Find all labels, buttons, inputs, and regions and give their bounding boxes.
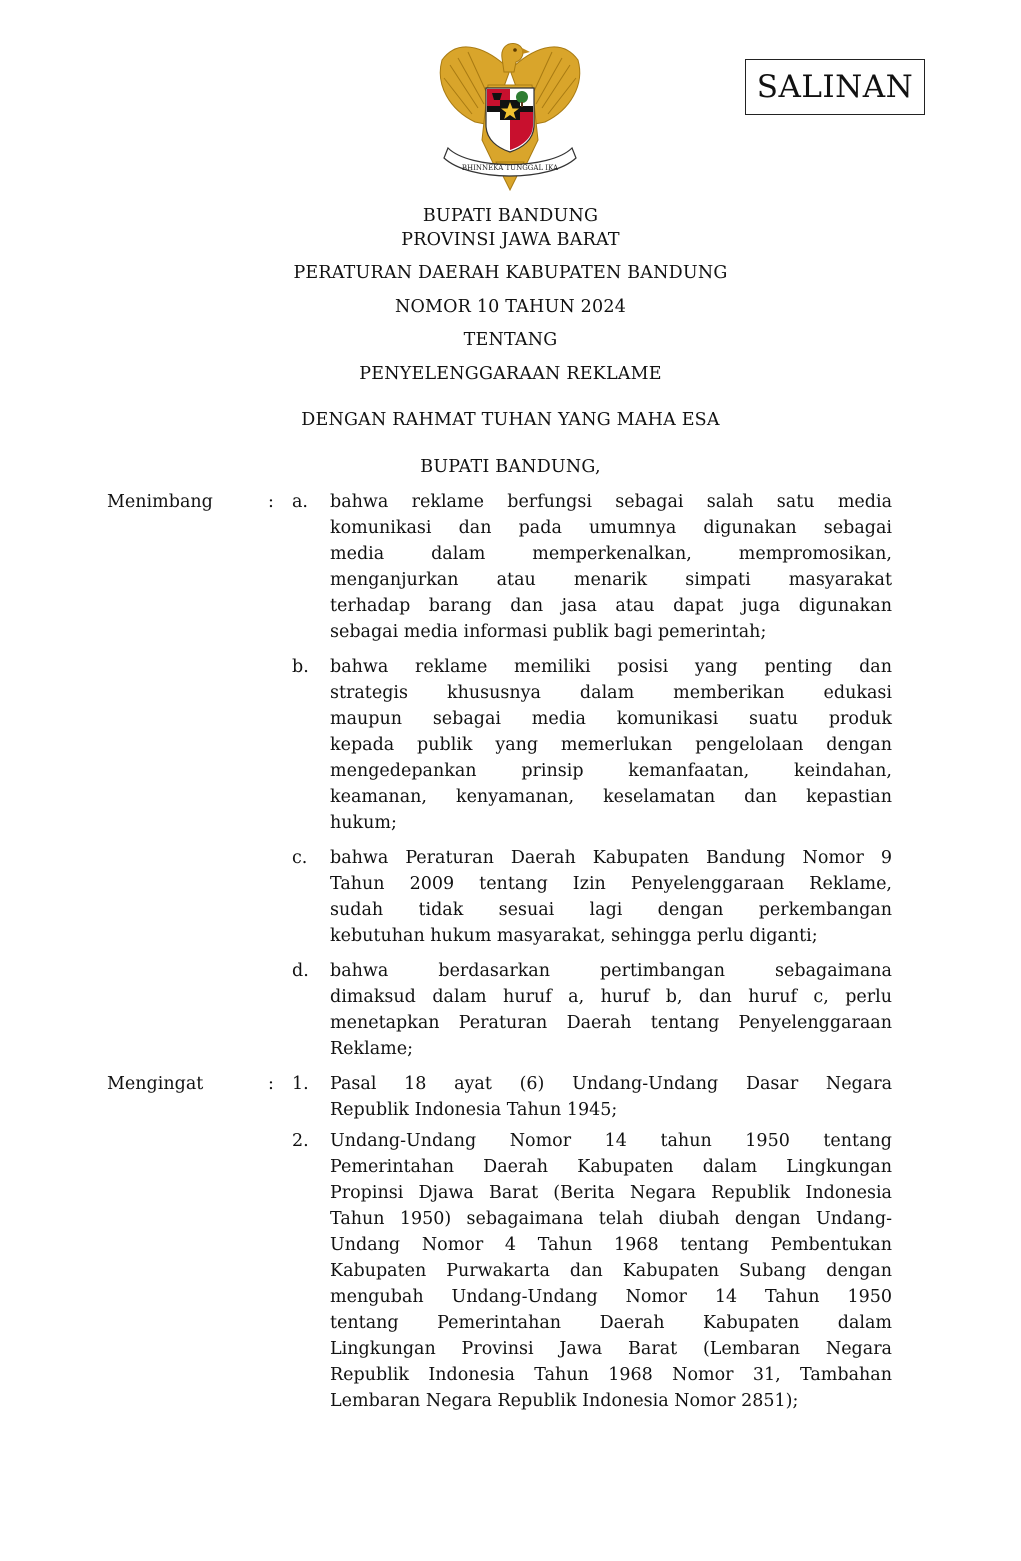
text-line: Tahun 1950) sebagaimana telah diubah dengan Undang-: [330, 1209, 892, 1229]
item-marker: a.: [292, 492, 308, 512]
text-line: kepada publik yang memerlukan pengelolaan dengan: [330, 735, 892, 755]
text-line: maupun sebagai media komunikasi suatu produk: [330, 709, 892, 729]
item-marker: d.: [292, 961, 309, 981]
text-line: Tahun 2009 tentang Izin Penyelenggaraan Reklame,: [330, 874, 892, 894]
text-line: Reklame;: [330, 1039, 414, 1059]
text-line: keamanan, kenyamanan, keselamatan dan kepastian: [330, 787, 892, 807]
text-line: komunikasi dan pada umumnya digunakan sebagai: [330, 518, 892, 538]
text-line: menganjurkan atau menarik simpati masyarakat: [330, 570, 892, 590]
item-marker: 1.: [292, 1074, 309, 1094]
mengingat-item-1: [292, 1071, 892, 1123]
text-line: hukum;: [330, 813, 397, 833]
text-line: strategis khususnya dalam memberikan edukasi: [330, 683, 892, 703]
header-peraturan: PERATURAN DAERAH KABUPATEN BANDUNG: [293, 263, 728, 283]
item-marker: 2.: [292, 1131, 309, 1151]
item-marker: b.: [292, 657, 309, 677]
text-line: bahwa reklame berfungsi sebagai salah satu media: [330, 492, 892, 512]
menimbang-colon: :: [268, 492, 274, 512]
text-line: terhadap barang dan jasa atau dapat juga digunakan: [330, 596, 892, 616]
item-text: [330, 654, 892, 836]
text-line: sudah tidak sesuai lagi dengan perkembangan: [330, 900, 892, 920]
mengingat-colon: :: [268, 1074, 274, 1094]
text-line: Lembaran Negara Republik Indonesia Nomor 2851);: [330, 1391, 799, 1411]
text-line: menetapkan Peraturan Daerah tentang Penyelenggaraan: [330, 1013, 892, 1033]
text-line: Kabupaten Purwakarta dan Kabupaten Subang dengan: [330, 1261, 892, 1281]
item-text: [330, 1128, 892, 1414]
text-line: media dalam memperkenalkan, mempromosikan,: [330, 544, 892, 564]
text-line: sebagai media informasi publik bagi pemerintah;: [330, 622, 767, 642]
item-text: [330, 1071, 892, 1123]
menimbang-item-a: [292, 489, 892, 645]
text-line: bahwa reklame memiliki posisi yang penting dan: [330, 657, 892, 677]
text-line: Lingkungan Provinsi Jawa Barat (Lembaran Negara: [330, 1339, 892, 1359]
menimbang-item-c: [292, 845, 892, 949]
mengingat-label: Mengingat: [107, 1074, 204, 1094]
text-line: Republik Indonesia Tahun 1968 Nomor 31, Tambahan: [330, 1365, 892, 1385]
text-line: Pasal 18 ayat (6) Undang-Undang Dasar Negara: [330, 1074, 892, 1094]
header-bupati: BUPATI BANDUNG: [422, 206, 599, 226]
emblem-motto: BHINNEKA TUNGGAL IKA: [461, 164, 559, 172]
text-line: mengubah Undang-Undang Nomor 14 Tahun 1950: [330, 1287, 892, 1307]
text-line: Pemerintahan Daerah Kabupaten dalam Lingkungan: [330, 1157, 892, 1177]
text-line: Propinsi Djawa Barat (Berita Negara Republik Indonesia: [330, 1183, 892, 1203]
garuda-emblem-icon: [430, 30, 590, 198]
header-provinsi: PROVINSI JAWA BARAT: [401, 230, 620, 250]
header-tentang: TENTANG: [463, 330, 558, 350]
text-line: tentang Pemerintahan Daerah Kabupaten dalam: [330, 1313, 892, 1333]
text-line: Undang Nomor 4 Tahun 1968 tentang Pembentukan: [330, 1235, 892, 1255]
text-line: bahwa Peraturan Daerah Kabupaten Bandung Nomor 9: [330, 848, 892, 868]
text-line: kebutuhan hukum masyarakat, sehingga perlu diganti;: [330, 926, 818, 946]
salinan-stamp: SALINAN: [745, 59, 925, 115]
text-line: mengedepankan prinsip kemanfaatan, keindahan,: [330, 761, 892, 781]
item-text: [330, 958, 892, 1062]
text-line: bahwa berdasarkan pertimbangan sebagaimana: [330, 961, 892, 981]
menimbang-item-b: [292, 654, 892, 836]
header-bupati-2: BUPATI BANDUNG,: [420, 457, 601, 477]
item-text: [330, 845, 892, 949]
mengingat-item-2: [292, 1128, 892, 1414]
item-text: [330, 489, 892, 645]
text-line: dimaksud dalam huruf a, huruf b, dan huruf c, perlu: [330, 987, 892, 1007]
item-marker: c.: [292, 848, 308, 868]
header-rahmat: DENGAN RAHMAT TUHAN YANG MAHA ESA: [301, 410, 720, 430]
header-nomor: NOMOR 10 TAHUN 2024: [394, 297, 627, 317]
header-judul: PENYELENGGARAAN REKLAME: [359, 364, 662, 384]
menimbang-label: Menimbang: [107, 492, 213, 512]
text-line: Undang-Undang Nomor 14 tahun 1950 tentang: [330, 1131, 892, 1151]
text-line: Republik Indonesia Tahun 1945;: [330, 1100, 618, 1120]
menimbang-item-d: [292, 958, 892, 1062]
